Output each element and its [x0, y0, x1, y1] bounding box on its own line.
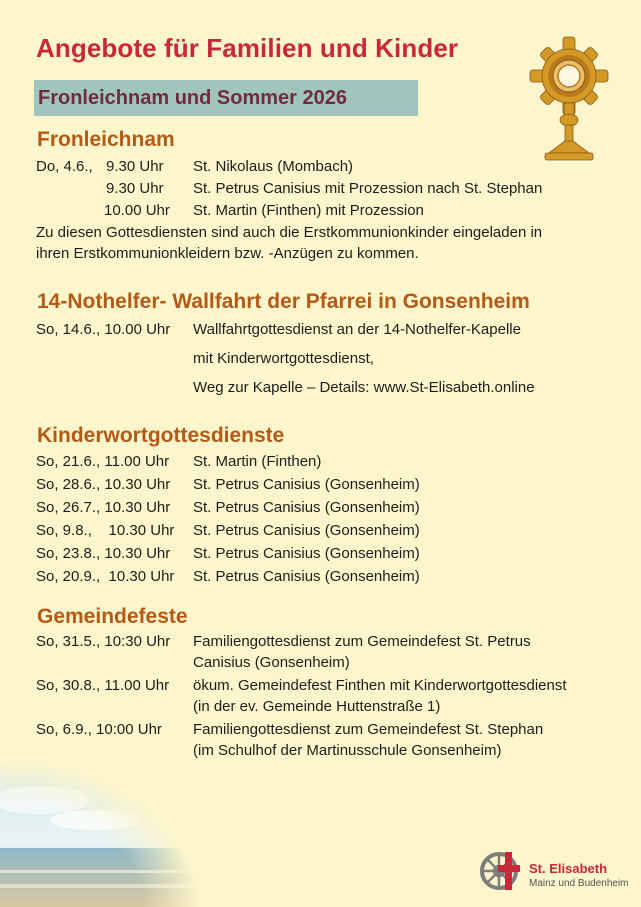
event-description: Weg zur Kapelle – Details: www.St-Elisabeth.online [193, 379, 535, 396]
fronleichnam-note: ihren Erstkommunionkleidern bzw. -Anzügen zu kommen. [36, 245, 419, 262]
event-place: St. Petrus Canisius mit Prozession nach St. Stephan [193, 180, 543, 197]
event-date: So, 14.6., 10.00 Uhr [36, 321, 171, 338]
event-place: St. Nikolaus (Mombach) [193, 158, 354, 175]
event-time: 9.30 Uhr [106, 158, 164, 175]
event-description: (im Schulhof der Martinusschule Gonsenheim) [193, 742, 502, 759]
event-description: Canisius (Gonsenheim) [193, 654, 350, 671]
event-date: So, 30.8., 11.00 Uhr [36, 677, 170, 694]
section-heading-kinderwort: Kinderwortgottesdienste [37, 424, 285, 447]
event-place: St. Martin (Finthen) [193, 453, 322, 470]
event-date: So, 21.6., 11.00 Uhr [36, 453, 170, 470]
event-description: mit Kinderwortgottesdienst, [193, 350, 374, 367]
page-subtitle: Fronleichnam und Sommer 2026 [38, 87, 347, 109]
event-date: Do, 4.6., [36, 158, 93, 175]
event-date: So, 6.9., 10:00 Uhr [36, 721, 162, 738]
event-description: ökum. Gemeindefest Finthen mit Kinderwortgottesdienst [193, 677, 567, 694]
event-date: So, 23.8., 10.30 Uhr [36, 545, 171, 562]
event-date: So, 9.8., 10.30 Uhr [36, 522, 175, 539]
event-description: Familiengottesdienst zum Gemeindefest St. Stephan [193, 721, 544, 738]
section-heading-gemeindefeste: Gemeindefeste [37, 605, 188, 628]
event-date: So, 28.6., 10.30 Uhr [36, 476, 171, 493]
page-title: Angebote für Familien und Kinder [36, 33, 459, 63]
logo-subtitle: Mainz und Budenheim [529, 878, 629, 889]
monstrance-icon [527, 36, 611, 162]
event-place: St. Petrus Canisius (Gonsenheim) [193, 476, 420, 493]
event-place: St. Petrus Canisius (Gonsenheim) [193, 522, 420, 539]
event-place: St. Martin (Finthen) mit Prozession [193, 202, 424, 219]
event-description: Wallfahrtgottesdienst an der 14-Nothelfer-Kapelle [193, 321, 521, 338]
fronleichnam-note: Zu diesen Gottesdiensten sind auch die Erstkommunionkinder eingeladen in [36, 224, 543, 241]
event-place: St. Petrus Canisius (Gonsenheim) [193, 545, 420, 562]
wheel-cross-logo-icon [478, 848, 524, 894]
event-description: Familiengottesdienst zum Gemeindefest St. Petrus [193, 633, 531, 650]
event-date: So, 31.5., 10:30 Uhr [36, 633, 171, 650]
section-heading-nothelfer: 14-Nothelfer- Wallfahrt der Pfarrei in Gonsenheim [37, 290, 530, 313]
event-time: 9.30 Uhr [106, 180, 164, 197]
event-place: St. Petrus Canisius (Gonsenheim) [193, 499, 420, 516]
event-date: So, 26.7., 10.30 Uhr [36, 499, 171, 516]
event-time: 10.00 Uhr [104, 202, 170, 219]
event-date: So, 20.9., 10.30 Uhr [36, 568, 175, 585]
logo-name: St. Elisabeth [529, 861, 608, 876]
event-place: St. Petrus Canisius (Gonsenheim) [193, 568, 420, 585]
event-description: (in der ev. Gemeinde Huttenstraße 1) [193, 698, 441, 715]
sea-photo [0, 760, 200, 907]
section-heading-fronleichnam: Fronleichnam [37, 128, 175, 151]
